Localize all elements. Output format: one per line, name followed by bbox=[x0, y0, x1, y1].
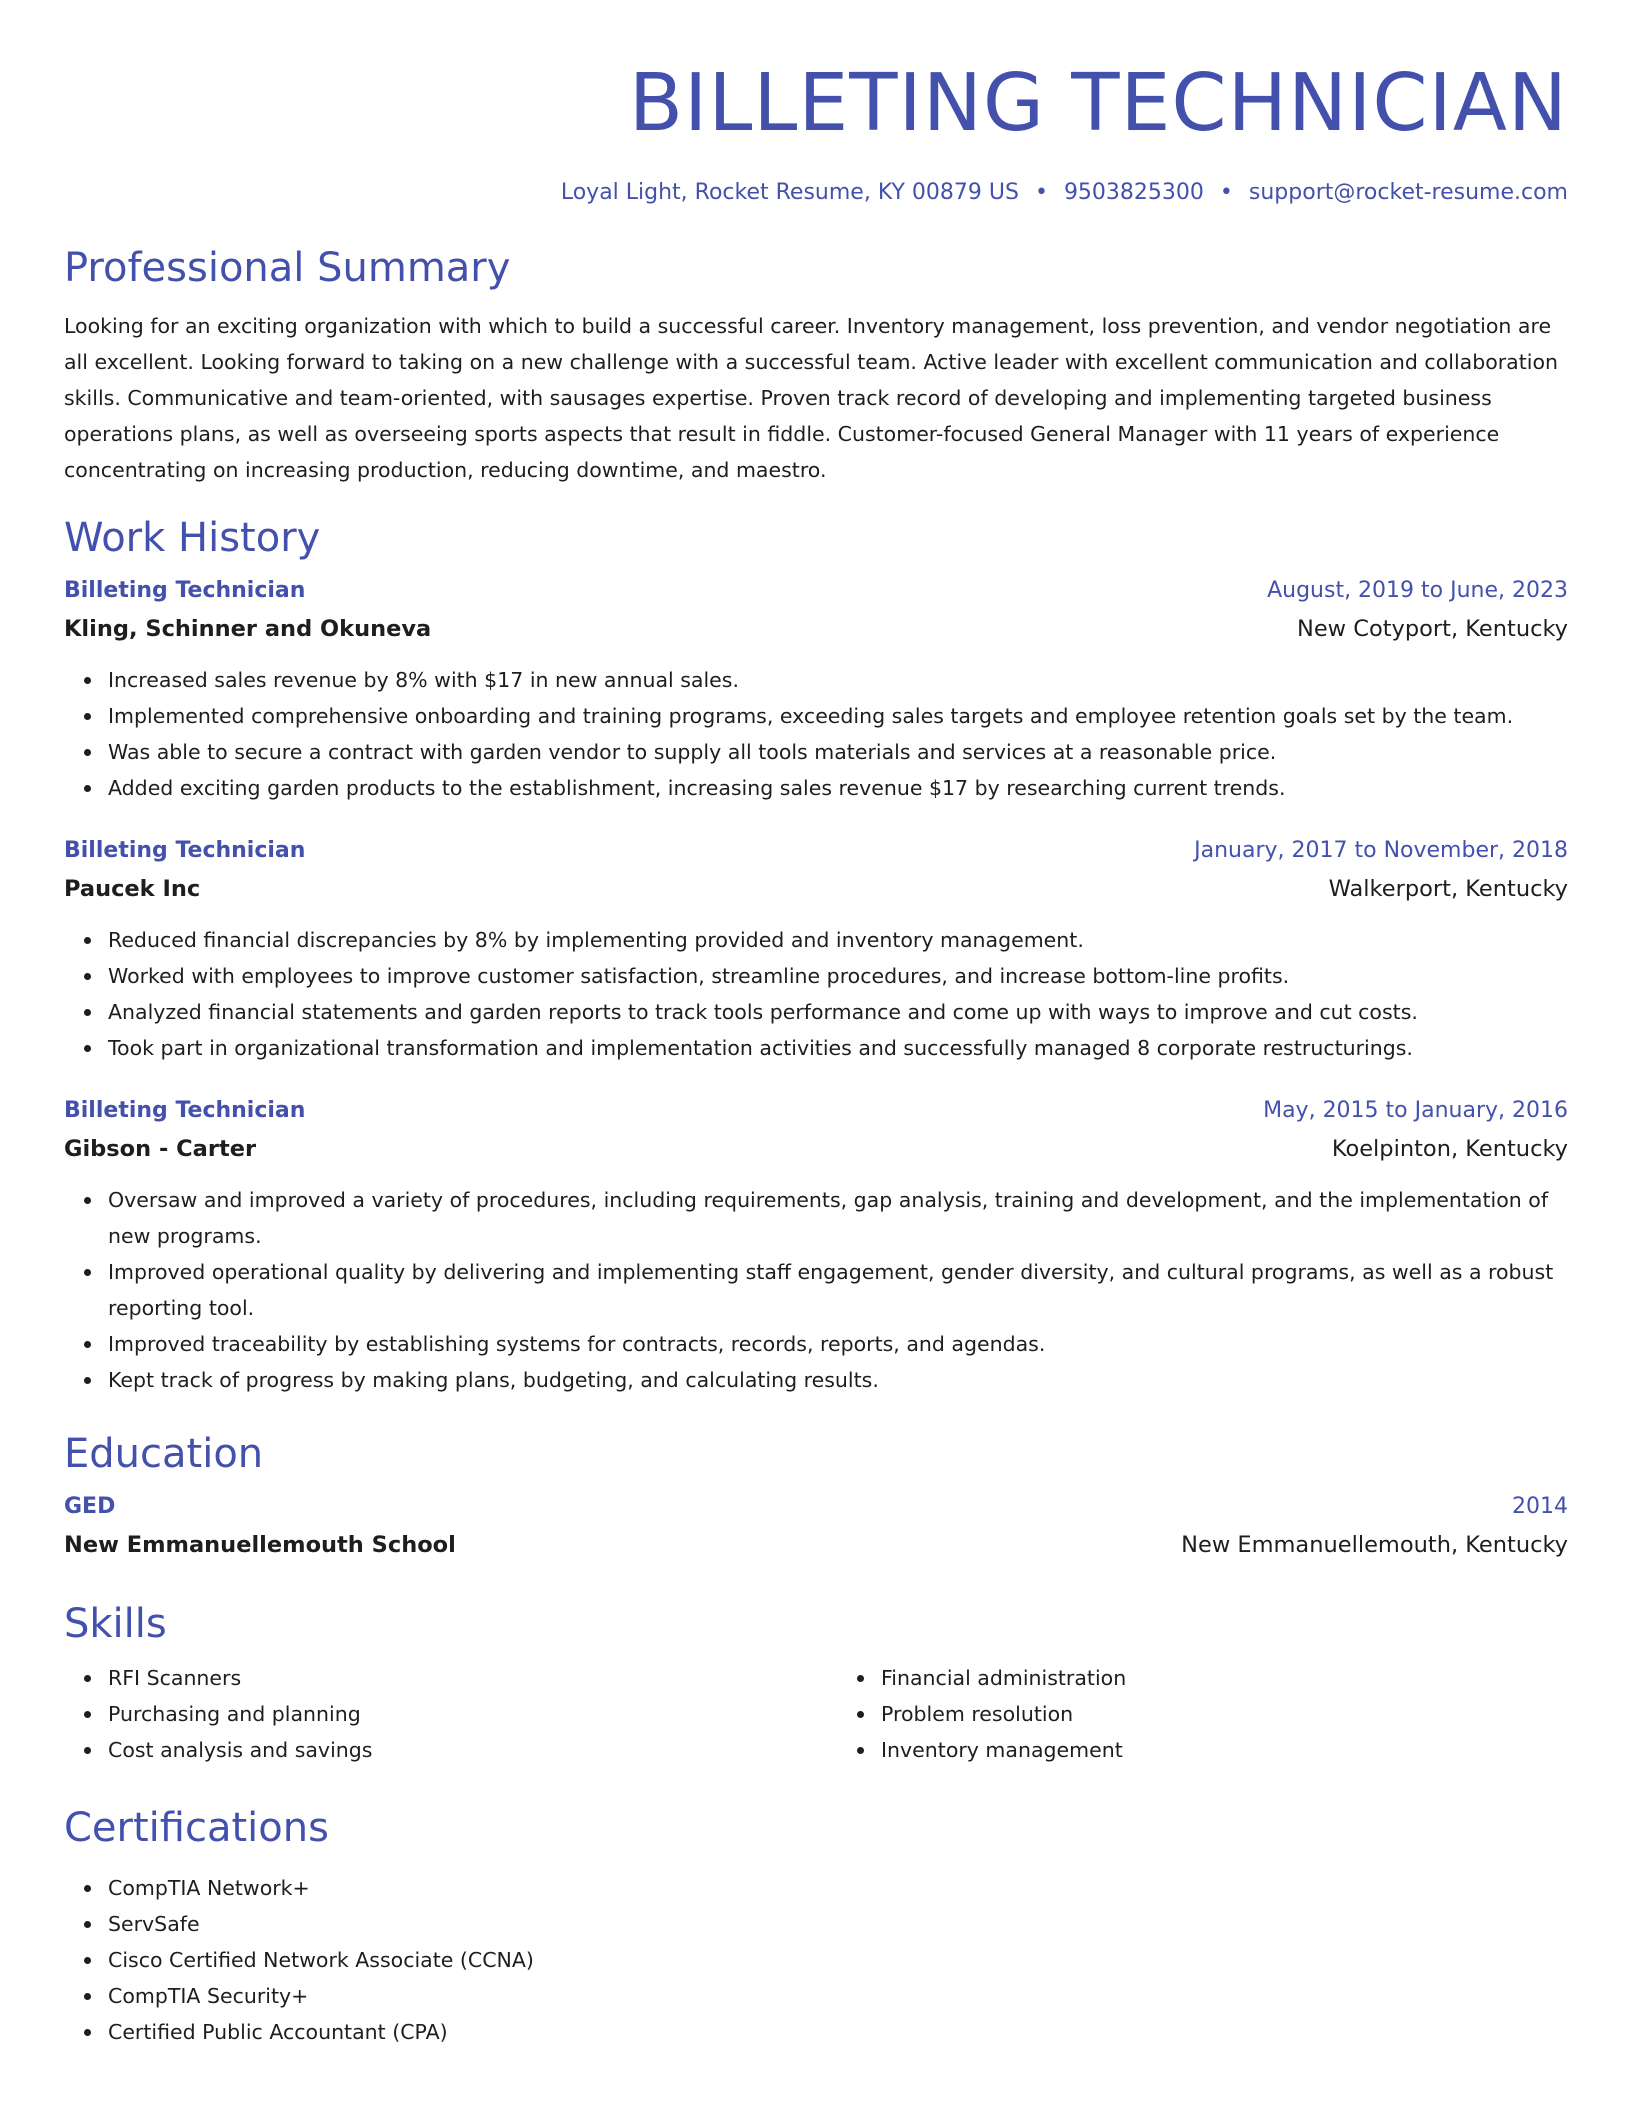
job-bullet: Reduced financial discrepancies by 8% by implementing provided and inventory management. bbox=[108, 922, 1568, 958]
job-location: Koelpinton, Kentucky bbox=[1331, 1136, 1568, 1162]
skills-column-left bbox=[64, 1660, 795, 1768]
contact-separator: • bbox=[1219, 180, 1233, 205]
education-degree: GED bbox=[64, 1494, 116, 1519]
job-bullet: Increased sales revenue by 8% with $17 in new annual sales. bbox=[108, 662, 1568, 698]
contact-email[interactable]: support@rocket-resume.com bbox=[1248, 180, 1568, 205]
job-bullet: Improved operational quality by delivering and implementing staff engagement, gender diversity, and cultural programs, as well as a robust reporting tool. bbox=[108, 1254, 1568, 1326]
job-bullet: Was able to secure a contract with garden vendor to supply all tools materials and services at a reasonable price. bbox=[108, 734, 1568, 770]
resume-title: BILLETING TECHNICIAN bbox=[628, 57, 1568, 149]
education-year: 2014 bbox=[1512, 1494, 1568, 1519]
job-company: Gibson - Carter bbox=[64, 1136, 257, 1162]
certification-item: ServSafe bbox=[108, 1906, 1568, 1942]
job-role: Billeting Technician bbox=[64, 838, 306, 863]
summary-text: Looking for an exciting organization with which to build a successful career. Inventory management, loss prevention, and vendor negotiation are all excellent. Looking forward to taking on a new challenge with a successful team. Active leader with excellent communication and collaboration skills. Communicative and team-oriented, with sausages expertise. Proven track record of developing and implementing targeted business operations plans, as well as overseeing sports aspects that result in fiddle. Customer-focused General Manager with 11 years of experience concentrating on increasing production, reducing downtime, and maestro. bbox=[64, 314, 1559, 482]
job-bullet: Took part in organizational transformation and implementation activities and successfully managed 8 corporate restructurings. bbox=[108, 1030, 1568, 1066]
job-bullets bbox=[64, 662, 1568, 806]
contact-phone[interactable]: 9503825300 bbox=[1063, 180, 1204, 205]
skill-item: Cost analysis and savings bbox=[108, 1732, 795, 1768]
certification-item: Cisco Certified Network Associate (CCNA) bbox=[108, 1942, 1568, 1978]
job-role: Billeting Technician bbox=[64, 1098, 306, 1123]
job-bullet: Analyzed financial statements and garden reports to track tools performance and come up with ways to improve and cut costs. bbox=[108, 994, 1568, 1030]
certification-item: CompTIA Security+ bbox=[108, 1978, 1568, 2014]
contact-address: Loyal Light, Rocket Resume, KY 00879 US bbox=[560, 180, 1019, 205]
skill-item: Purchasing and planning bbox=[108, 1696, 795, 1732]
contact-line bbox=[64, 178, 1568, 208]
job-entry bbox=[64, 576, 1568, 806]
job-location: Walkerport, Kentucky bbox=[1328, 876, 1568, 902]
job-entry bbox=[64, 1096, 1568, 1398]
education-heading: Education bbox=[64, 1431, 264, 1477]
certification-item: Certified Public Accountant (CPA) bbox=[108, 2014, 1568, 2050]
job-role: Billeting Technician bbox=[64, 578, 306, 603]
job-dates: May, 2015 to January, 2016 bbox=[1263, 1098, 1568, 1123]
skills-heading: Skills bbox=[64, 1601, 167, 1647]
skill-item: Inventory management bbox=[881, 1732, 1568, 1768]
skills-column-right bbox=[837, 1660, 1568, 1768]
education-location: New Emmanuellemouth, Kentucky bbox=[1181, 1532, 1568, 1558]
skill-item: Financial administration bbox=[881, 1660, 1568, 1696]
job-bullet: Improved traceability by establishing systems for contracts, records, reports, and agendas. bbox=[108, 1326, 1568, 1362]
job-location: New Cotyport, Kentucky bbox=[1297, 616, 1568, 642]
certification-item: CompTIA Network+ bbox=[108, 1870, 1568, 1906]
job-entry bbox=[64, 836, 1568, 1066]
job-bullet: Oversaw and improved a variety of procedures, including requirements, gap analysis, training and development, and the implementation of new programs. bbox=[108, 1182, 1568, 1254]
education-school: New Emmanuellemouth School bbox=[64, 1532, 456, 1558]
skill-item: RFI Scanners bbox=[108, 1660, 795, 1696]
education-entry bbox=[64, 1492, 1568, 1562]
summary-heading: Professional Summary bbox=[64, 245, 511, 291]
job-bullet: Implemented comprehensive onboarding and training programs, exceeding sales targets and employee retention goals set by the team. bbox=[108, 698, 1568, 734]
job-company: Paucek Inc bbox=[64, 876, 201, 902]
job-dates: January, 2017 to November, 2018 bbox=[1194, 838, 1568, 863]
skill-item: Problem resolution bbox=[881, 1696, 1568, 1732]
certifications-list bbox=[64, 1870, 1568, 2050]
job-dates: August, 2019 to June, 2023 bbox=[1267, 578, 1568, 603]
certifications-heading: Certifications bbox=[64, 1805, 329, 1851]
work-history-heading: Work History bbox=[64, 515, 321, 561]
job-bullet: Worked with employees to improve customer satisfaction, streamline procedures, and increase bottom-line profits. bbox=[108, 958, 1568, 994]
resume-page bbox=[64, 0, 1568, 2050]
skills-grid bbox=[64, 1660, 1568, 1768]
contact-separator: • bbox=[1034, 180, 1048, 205]
job-company: Kling, Schinner and Okuneva bbox=[64, 616, 432, 642]
job-bullets bbox=[64, 1182, 1568, 1398]
job-bullet: Added exciting garden products to the establishment, increasing sales revenue $17 by researching current trends. bbox=[108, 770, 1568, 806]
job-bullets bbox=[64, 922, 1568, 1066]
job-bullet: Kept track of progress by making plans, budgeting, and calculating results. bbox=[108, 1362, 1568, 1398]
